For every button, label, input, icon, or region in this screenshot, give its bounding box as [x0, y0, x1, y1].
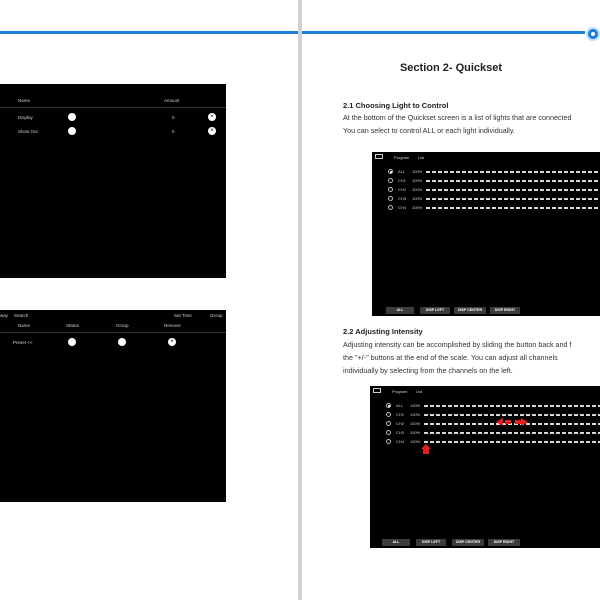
row-name: Display — [18, 115, 33, 120]
arrow-left-icon — [496, 418, 503, 426]
tab-program[interactable]: Program — [392, 389, 408, 394]
channel-label: CH3 — [396, 430, 405, 435]
section-title: Section 2- Quickset — [399, 62, 503, 74]
all-button[interactable]: ALL — [382, 539, 410, 546]
left-page — [0, 0, 298, 600]
intensity-slider[interactable] — [424, 405, 600, 407]
intensity-slider[interactable] — [424, 414, 600, 416]
intensity-slider[interactable] — [426, 171, 600, 173]
channel-label: ALL — [396, 403, 404, 408]
row-amount: 0 — [172, 129, 175, 134]
chevron-down-icon[interactable] — [68, 338, 76, 346]
row-name: Show Out — [18, 129, 38, 134]
channel-level: 100% — [412, 187, 423, 192]
channel-radio[interactable] — [388, 187, 393, 192]
channel-label: ALL — [398, 169, 406, 174]
channel-label: CH4 — [398, 205, 407, 210]
channel-radio[interactable] — [388, 205, 393, 210]
right-page — [302, 0, 600, 600]
close-icon[interactable]: × — [208, 127, 216, 135]
paragraph-line: individually by selecting from the channels on the left. — [343, 366, 513, 375]
paragraph-line: You can select to control ALL or each light individually. — [343, 126, 515, 135]
channel-level: 100% — [412, 196, 423, 201]
tab-search[interactable]: Search — [14, 313, 29, 318]
channel-radio[interactable] — [386, 412, 391, 417]
channel-level: 100% — [412, 178, 423, 183]
heading-2-1: 2.1 Choosing Light to Control — [343, 101, 449, 110]
column-remove: Remove — [164, 323, 181, 328]
channel-level: 100% — [410, 412, 421, 417]
header-bar — [0, 31, 298, 34]
channel-label: CH1 — [396, 412, 405, 417]
channel-label: CH1 — [398, 178, 407, 183]
back-icon[interactable] — [375, 154, 383, 159]
channel-radio[interactable] — [386, 403, 391, 408]
chevron-down-icon[interactable] — [68, 127, 76, 135]
intensity-slider[interactable] — [424, 441, 600, 443]
intensity-slider[interactable] — [426, 198, 600, 200]
tab-way[interactable]: way — [0, 313, 9, 318]
row-amount: 0 — [172, 115, 175, 120]
disp-left-button[interactable]: DISP LEFT — [420, 307, 450, 314]
channel-radio[interactable] — [388, 178, 393, 183]
disp-center-button[interactable]: DISP CENTER — [452, 539, 484, 546]
column-amount: Amount — [164, 98, 180, 103]
channel-radio[interactable] — [386, 430, 391, 435]
channel-level: 100% — [410, 403, 421, 408]
paragraph-line: the "+/-" buttons at the end of the scale. You can adjust all channels — [343, 353, 558, 362]
close-icon[interactable]: × — [168, 338, 176, 346]
intensity-slider[interactable] — [426, 207, 600, 209]
tab-group[interactable]: Group — [210, 313, 223, 318]
channel-level: 100% — [410, 430, 421, 435]
tab-list[interactable]: List — [418, 155, 425, 160]
channel-level: 100% — [412, 169, 423, 174]
channel-label: CH4 — [396, 439, 405, 444]
channel-radio[interactable] — [388, 196, 393, 201]
paragraph-line: Adjusting intensity can be accomplished by sliding the button back and f — [343, 340, 572, 349]
row-name: Preset << — [13, 340, 33, 345]
disp-center-button[interactable]: DISP CENTER — [454, 307, 486, 314]
disp-left-button[interactable]: DISP LEFT — [416, 539, 446, 546]
channel-label: CH3 — [398, 196, 407, 201]
intensity-slider[interactable] — [424, 432, 600, 434]
channel-radio[interactable] — [386, 421, 391, 426]
arrow-up-icon — [423, 449, 429, 454]
chevron-down-icon[interactable] — [118, 338, 126, 346]
quickset-screenshot — [372, 152, 600, 316]
column-group: Group — [116, 323, 129, 328]
channel-level: 100% — [410, 439, 421, 444]
paragraph-line: At the bottom of the Quickset screen is a list of lights that are connected — [343, 113, 572, 122]
disp-right-button[interactable]: DISP RIGHT — [488, 539, 520, 546]
tab-list[interactable]: List — [416, 389, 423, 394]
column-name: Name — [18, 323, 31, 328]
intensity-slider[interactable] — [424, 423, 600, 425]
heading-2-2: 2.2 Adjusting Intensity — [343, 327, 423, 336]
screenshot-preset-list — [0, 310, 226, 502]
channel-level: 100% — [412, 205, 423, 210]
disp-right-button[interactable]: DISP RIGHT — [490, 307, 520, 314]
channel-level: 100% — [410, 421, 421, 426]
channel-label: CH2 — [396, 421, 405, 426]
arrow-left-icon — [505, 420, 511, 424]
channel-radio[interactable] — [386, 439, 391, 444]
quickset-screenshot — [370, 386, 600, 548]
divider — [0, 332, 226, 333]
intensity-slider[interactable] — [426, 189, 600, 191]
back-icon[interactable] — [373, 388, 381, 393]
intensity-slider[interactable] — [426, 180, 600, 182]
screenshot-amount-list — [0, 84, 226, 278]
arrow-right-icon — [521, 418, 528, 426]
tab-program[interactable]: Program — [394, 155, 410, 160]
channel-label: CH2 — [398, 187, 407, 192]
column-name: Name — [18, 98, 31, 103]
header-bar — [302, 31, 585, 34]
divider — [0, 107, 226, 108]
channel-radio[interactable] — [388, 169, 393, 174]
logo-icon — [586, 27, 600, 41]
chevron-down-icon[interactable] — [68, 113, 76, 121]
column-status: Status — [66, 323, 79, 328]
tab-set-time[interactable]: Set Time — [174, 313, 192, 318]
close-icon[interactable]: × — [208, 113, 216, 121]
all-button[interactable]: ALL — [386, 307, 414, 314]
